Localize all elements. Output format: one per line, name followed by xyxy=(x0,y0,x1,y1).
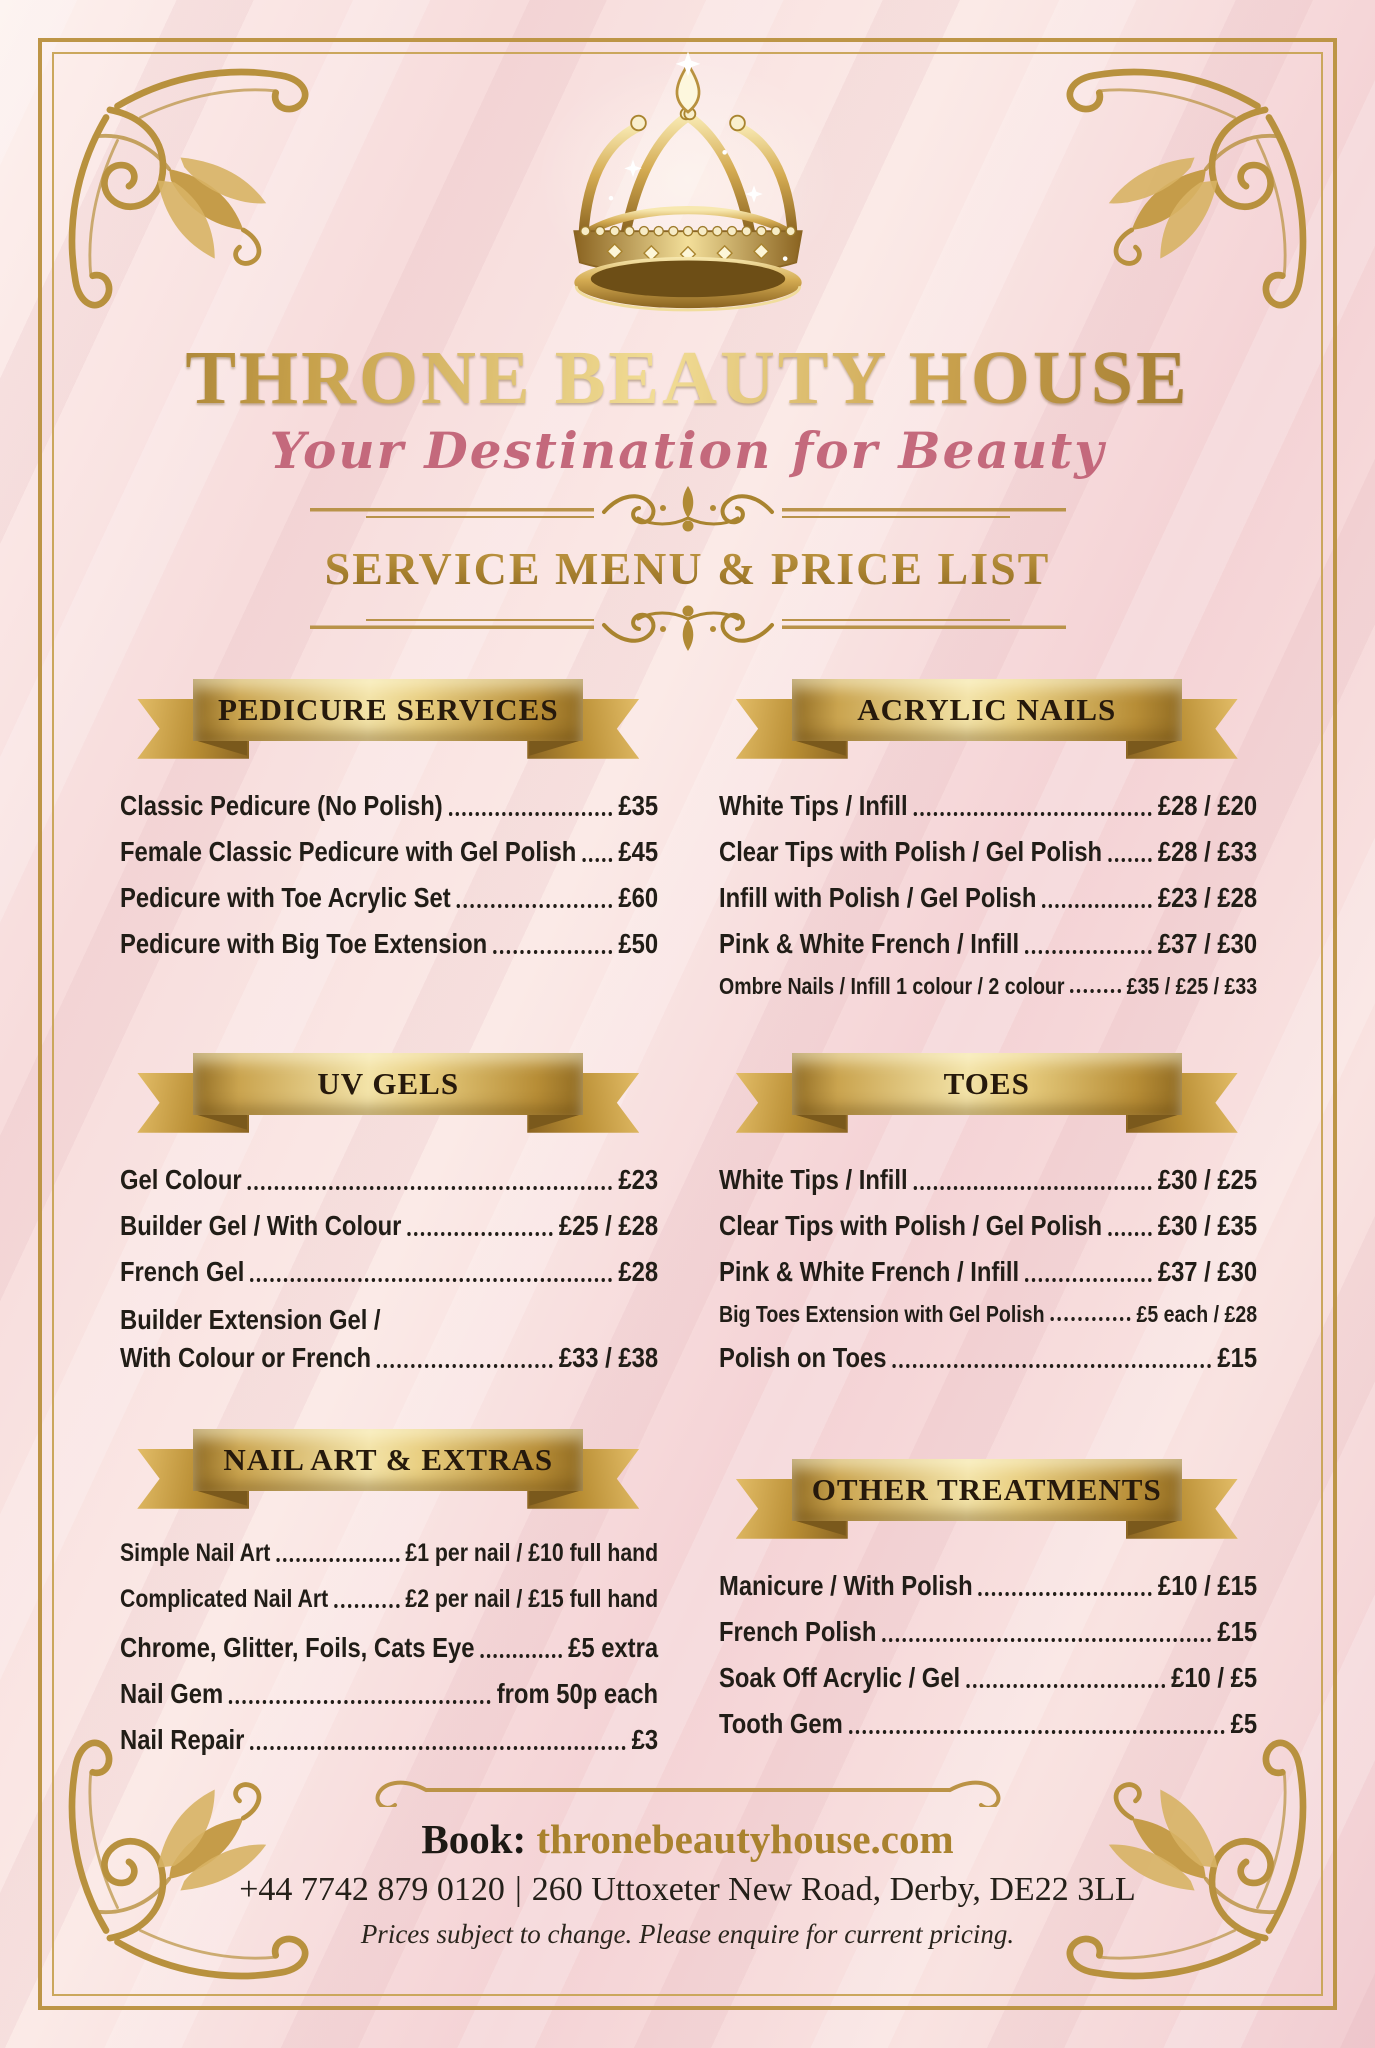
item-name: Infill with Polish / Gel Polish xyxy=(718,881,1036,913)
ribbon-banner xyxy=(137,1429,639,1513)
section-title: PEDICURE SERVICES xyxy=(217,691,559,727)
section-nail-art-extras xyxy=(116,1429,661,1767)
book-label: Book: xyxy=(421,1815,527,1862)
menu-item xyxy=(719,1339,1256,1385)
item-price: £50 xyxy=(618,927,659,959)
menu-item xyxy=(120,833,657,879)
menu-item xyxy=(120,1207,657,1253)
brand-tagline: Your Destination for Beauty xyxy=(269,420,1106,480)
menu-item xyxy=(719,925,1256,971)
item-name: White Tips / Infill xyxy=(718,789,908,821)
item-name: Complicated Nail Art xyxy=(120,1584,329,1613)
item-price: £60 xyxy=(618,881,659,913)
item-price: £37 / £30 xyxy=(1157,927,1257,959)
dot-leader xyxy=(377,1364,553,1368)
menu-item xyxy=(719,1705,1256,1751)
phone-number: +44 7742 879 0120 xyxy=(239,1870,505,1908)
dot-leader xyxy=(848,1730,1224,1734)
section-title: OTHER TREATMENTS xyxy=(811,1471,1162,1507)
item-price: £28 xyxy=(618,1255,659,1287)
ribbon-banner xyxy=(137,679,639,763)
menu-item xyxy=(719,1613,1256,1659)
menu-sections xyxy=(0,653,1375,1767)
menu-item xyxy=(719,1659,1256,1705)
item-name: Clear Tips with Polish / Gel Polish xyxy=(718,1209,1102,1241)
item-name: Simple Nail Art xyxy=(120,1538,271,1567)
section-uv-gels xyxy=(116,1053,661,1387)
item-name: Female Classic Pedicure with Gel Polish xyxy=(120,835,577,867)
item-name: Pink & White French / Infill xyxy=(718,927,1019,959)
dot-leader xyxy=(1108,858,1152,862)
menu-item xyxy=(120,1583,657,1629)
item-name: Pedicure with Toe Acrylic Set xyxy=(120,881,451,913)
dot-leader xyxy=(248,1186,613,1190)
item-price: £28 / £20 xyxy=(1157,789,1257,821)
item-price: £10 / £5 xyxy=(1170,1661,1257,1693)
divider-ornament-bottom-icon xyxy=(308,599,1068,653)
dot-leader xyxy=(276,1558,399,1562)
street-address: 260 Uttoxeter New Road, Derby, DE22 3LL xyxy=(531,1870,1136,1908)
menu-item xyxy=(719,1567,1256,1613)
item-name: Clear Tips with Polish / Gel Polish xyxy=(718,835,1102,867)
item-price: £35 / £25 / £33 xyxy=(1126,972,1257,999)
item-name: Pink & White French / Infill xyxy=(718,1255,1019,1287)
pricing-disclaimer: Prices subject to change. Please enquire for current pricing. xyxy=(360,1918,1015,1949)
dot-leader xyxy=(913,1186,1151,1190)
menu-item xyxy=(120,1537,657,1583)
dot-leader xyxy=(250,1746,625,1750)
item-name: Chrome, Glitter, Foils, Cats Eye xyxy=(120,1631,475,1663)
dot-leader xyxy=(407,1232,553,1236)
section-toes xyxy=(715,1053,1260,1387)
menu-item xyxy=(120,1721,657,1767)
item-price: £30 / £35 xyxy=(1157,1209,1257,1241)
item-price: £33 / £38 xyxy=(558,1341,659,1373)
menu-item xyxy=(120,879,657,925)
item-name: Ombre Nails / Infill 1 colour / 2 colour xyxy=(718,972,1064,999)
item-price: £1 per nail / £10 full hand xyxy=(405,1538,659,1567)
section-acrylic-nails xyxy=(715,679,1260,1011)
dot-leader xyxy=(913,812,1151,816)
dot-leader xyxy=(966,1684,1165,1688)
menu-item xyxy=(719,1299,1256,1339)
contact-line xyxy=(0,1871,1375,1909)
crown-icon xyxy=(523,50,853,328)
dot-leader xyxy=(1025,1278,1152,1282)
dot-leader xyxy=(480,1654,562,1658)
section-title: UV GELS xyxy=(317,1065,460,1101)
menu-item xyxy=(120,1675,657,1721)
item-name: Pedicure with Big Toe Extension xyxy=(120,927,488,959)
menu-item xyxy=(120,787,657,833)
page-title: THRONE BEAUTY HOUSE xyxy=(0,339,1375,419)
dot-leader xyxy=(1050,1317,1130,1321)
item-price: £5 extra xyxy=(568,1631,659,1663)
item-name: French Gel xyxy=(120,1255,245,1287)
item-price: £5 each / £28 xyxy=(1135,1300,1257,1327)
item-name: Big Toes Extension with Gel Polish xyxy=(718,1300,1045,1327)
item-name: Soak Off Acrylic / Gel xyxy=(718,1661,960,1693)
footer-divider-icon xyxy=(308,1773,1068,1807)
dot-leader xyxy=(582,858,612,862)
item-price: £23 xyxy=(618,1163,659,1195)
menu-item xyxy=(719,1207,1256,1253)
menu-item xyxy=(120,925,657,971)
ribbon-banner xyxy=(736,679,1238,763)
ribbon-banner xyxy=(736,1053,1238,1137)
item-name: Nail Gem xyxy=(120,1677,224,1709)
website-url: thronebeautyhouse.com xyxy=(536,1815,954,1862)
dot-leader xyxy=(892,1364,1211,1368)
item-price: £10 / £15 xyxy=(1157,1569,1257,1601)
item-price: £5 xyxy=(1230,1707,1257,1739)
section-pedicure-services xyxy=(116,679,661,1011)
section-other-treatments xyxy=(715,1459,1260,1767)
item-price: £23 / £28 xyxy=(1157,881,1257,913)
item-price: £37 / £30 xyxy=(1157,1255,1257,1287)
footer xyxy=(0,1773,1375,1950)
section-title: NAIL ART & EXTRAS xyxy=(223,1441,554,1477)
booking-line xyxy=(0,1815,1375,1863)
section-title: ACRYLIC NAILS xyxy=(857,691,1117,727)
dot-leader xyxy=(1108,1232,1152,1236)
dot-leader xyxy=(457,904,613,908)
item-name: White Tips / Infill xyxy=(718,1163,908,1195)
item-price: £3 xyxy=(631,1723,659,1755)
section-title: TOES xyxy=(943,1065,1030,1101)
dot-leader xyxy=(978,1592,1151,1596)
item-name: Manicure / With Polish xyxy=(718,1569,973,1601)
divider-ornament-top-icon xyxy=(308,484,1068,538)
item-name: French Polish xyxy=(718,1615,876,1647)
menu-item xyxy=(719,833,1256,879)
ribbon-banner xyxy=(137,1053,639,1137)
menu-item xyxy=(719,971,1256,1011)
menu-title: SERVICE MENU & PRICE LIST xyxy=(0,542,1375,595)
item-price: £45 xyxy=(618,835,659,867)
item-name: Builder Extension Gel / xyxy=(120,1304,381,1335)
dot-leader xyxy=(334,1604,399,1608)
menu-item xyxy=(719,879,1256,925)
item-name: With Colour or French xyxy=(120,1341,372,1373)
item-price: £15 xyxy=(1216,1615,1257,1647)
item-price: £2 per nail / £15 full hand xyxy=(405,1584,659,1613)
dot-leader xyxy=(882,1638,1211,1642)
item-price: £25 / £28 xyxy=(558,1209,659,1241)
item-name: Classic Pedicure (No Polish) xyxy=(120,789,443,821)
menu-item xyxy=(120,1299,657,1387)
menu-item xyxy=(719,1253,1256,1299)
item-price: £30 / £25 xyxy=(1157,1163,1257,1195)
dot-leader xyxy=(229,1700,491,1704)
item-name: Tooth Gem xyxy=(718,1707,843,1739)
menu-item xyxy=(120,1629,657,1675)
dot-leader xyxy=(1070,989,1120,993)
item-name: Gel Colour xyxy=(120,1163,242,1195)
item-name: Builder Gel / With Colour xyxy=(120,1209,402,1241)
dot-leader xyxy=(1042,904,1152,908)
menu-item xyxy=(719,1161,1256,1207)
menu-item xyxy=(719,787,1256,833)
ribbon-banner xyxy=(736,1459,1238,1543)
menu-item xyxy=(120,1253,657,1299)
item-name: Nail Repair xyxy=(120,1723,245,1755)
dot-leader xyxy=(250,1278,612,1282)
item-price: £35 xyxy=(618,789,659,821)
dot-leader xyxy=(1025,950,1152,954)
item-price: £28 / £33 xyxy=(1157,835,1257,867)
menu-item xyxy=(120,1161,657,1207)
item-price: from 50p each xyxy=(496,1677,659,1709)
dot-leader xyxy=(493,950,612,954)
item-price: £15 xyxy=(1216,1341,1257,1373)
dot-leader xyxy=(449,812,613,816)
contact-separator: | xyxy=(514,1870,522,1908)
item-name: Polish on Toes xyxy=(718,1341,887,1373)
